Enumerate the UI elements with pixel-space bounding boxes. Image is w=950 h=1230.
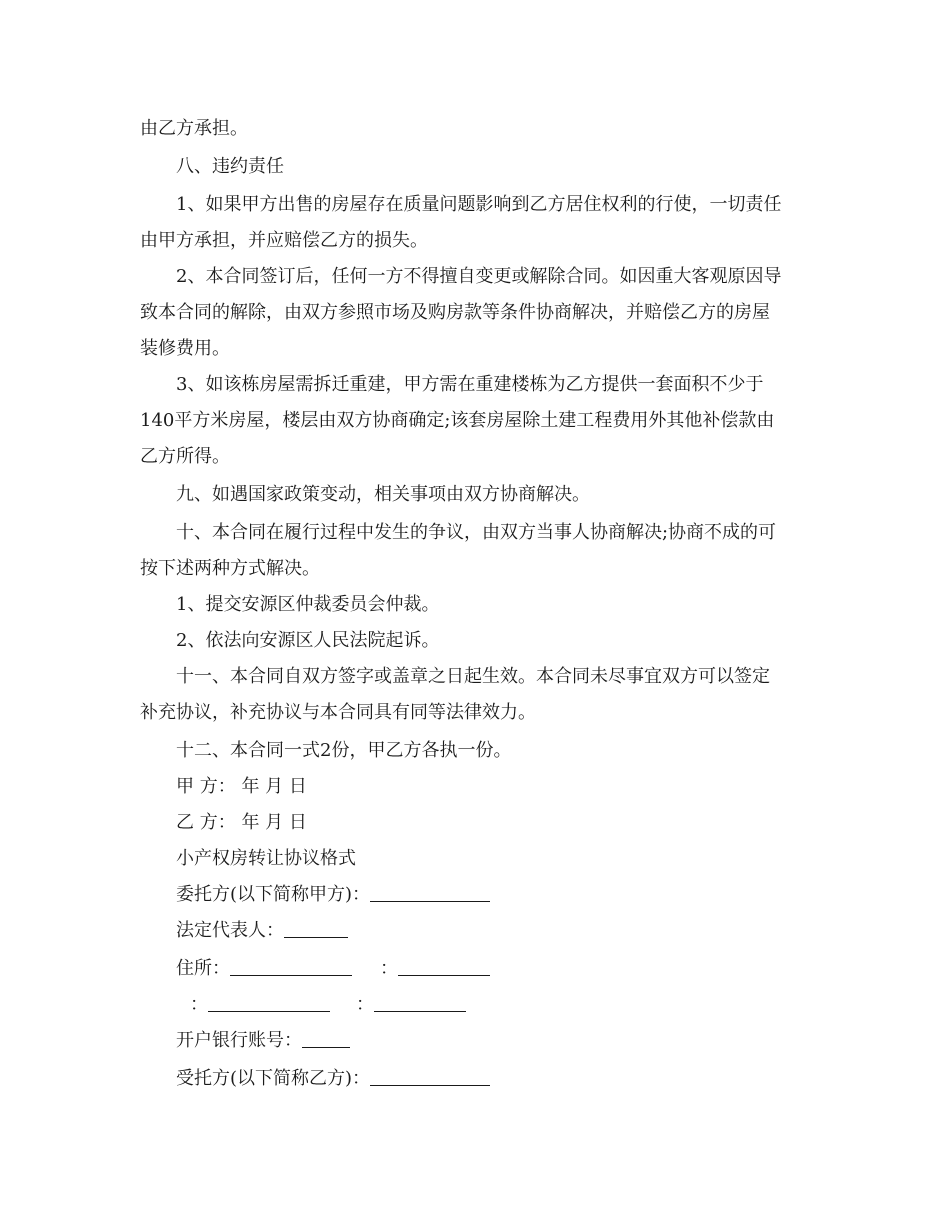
paragraph-line: 致本合同的解除，由双方参照市场及购房款等条件协商解决，并赔偿乙方的房屋 — [140, 302, 770, 323]
paragraph-line: 1、如果甲方出售的房屋存在质量问题影响到乙方居住权利的行使，一切责任 — [176, 194, 782, 215]
paragraph-line: 2、本合同签订后，任何一方不得擅自变更或解除合同。如因重大客观原因导 — [176, 266, 782, 287]
principal-row — [176, 884, 856, 908]
legal-rep-row — [176, 920, 856, 944]
contact-blank-2 — [374, 995, 466, 1012]
party-b-signature-line: 乙 方： 年 月 日 — [176, 812, 307, 833]
paragraph-line: 2、依法向安源区人民法院起诉。 — [176, 630, 440, 651]
paragraph-line: 由甲方承担，并应赔偿乙方的损失。 — [140, 230, 428, 251]
paragraph-line: 由乙方承担。 — [140, 118, 248, 139]
contact-row — [190, 994, 870, 1018]
paragraph-line: 140平方米房屋，楼层由双方协商确定;该套房屋除土建工程费用外其他补偿款由 — [140, 410, 775, 431]
paragraph-line: 十、本合同在履行过程中发生的争议，由双方当事人协商解决;协商不成的可 — [176, 522, 777, 543]
paragraph-line: 按下述两种方式解决。 — [140, 558, 320, 579]
bank-account-blank — [302, 1031, 350, 1048]
paragraph-line: 补充协议，补充协议与本合同具有同等法律效力。 — [140, 702, 536, 723]
principal-blank — [370, 885, 490, 902]
paragraph-line: 十一、本合同自双方签字或盖章之日起生效。本合同未尽事宜双方可以签定 — [176, 666, 770, 687]
address-blank — [230, 959, 352, 976]
paragraph-line: 1、提交安源区仲裁委员会仲裁。 — [176, 594, 440, 615]
paragraph-line: 十二、本合同一式2份，甲乙方各执一份。 — [176, 740, 512, 761]
agent-label: 受托方(以下简称乙方)： — [176, 1068, 371, 1089]
document-subtitle: 小产权房转让协议格式 — [176, 848, 356, 869]
colon-label: ： — [190, 994, 208, 1015]
contact-blank-1 — [208, 995, 330, 1012]
bank-account-label: 开户银行账号： — [176, 1030, 302, 1051]
bank-account-row — [176, 1030, 856, 1054]
colon-label: ： — [356, 994, 374, 1015]
address-extra-blank — [398, 959, 490, 976]
agent-blank — [370, 1069, 490, 1086]
principal-label: 委托方(以下简称甲方)： — [176, 884, 371, 905]
paragraph-line: 3、如该栋房屋需拆迁重建，甲方需在重建楼栋为乙方提供一套面积不少于 — [176, 374, 764, 395]
agent-row — [176, 1068, 856, 1092]
party-a-signature-line: 甲 方： 年 月 日 — [176, 776, 307, 797]
address-label: 住所： — [176, 958, 230, 979]
colon-label: ： — [380, 958, 398, 979]
address-row — [176, 958, 856, 982]
paragraph-line: 装修费用。 — [140, 338, 230, 359]
paragraph-line: 乙方所得。 — [140, 446, 230, 467]
section-heading: 八、违约责任 — [176, 156, 284, 177]
legal-rep-blank — [284, 921, 348, 938]
legal-rep-label: 法定代表人： — [176, 920, 284, 941]
section-heading: 九、如遇国家政策变动，相关事项由双方协商解决。 — [176, 484, 590, 505]
